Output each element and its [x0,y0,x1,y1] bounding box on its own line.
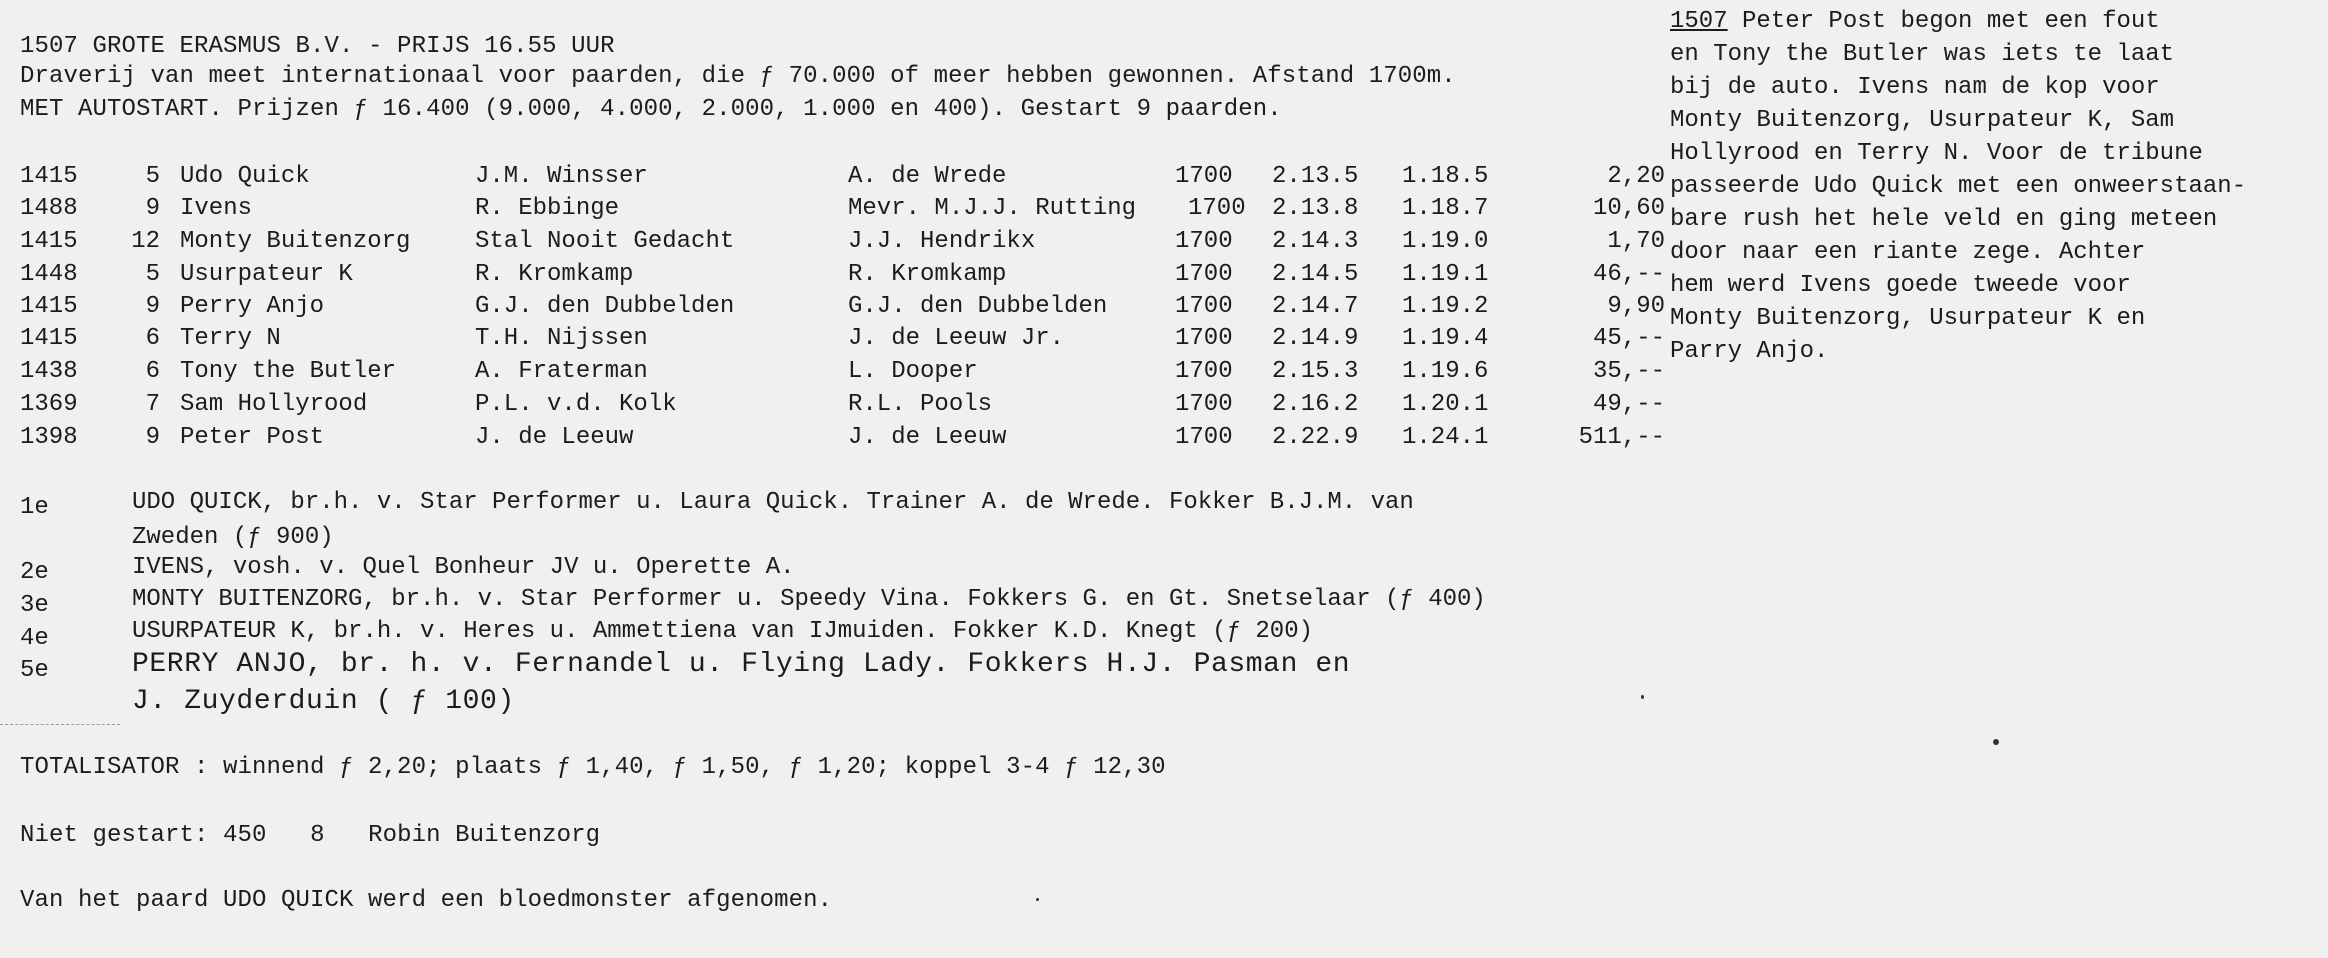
total-time: 2.14.7 [1272,293,1359,320]
owner-name: G.J. den Dubbelden [475,293,735,320]
km-time: 1.18.7 [1402,195,1489,222]
total-time: 2.13.8 [1272,195,1359,222]
placing-text: J. Zuyderduin ( ƒ 100) [132,686,515,717]
placing-text: USURPATEUR K, br.h. v. Heres u. Ammettiena van IJmuiden. Fokker K.D. Knegt (ƒ 200) [132,618,1313,645]
odds: 2,20 [1607,163,1665,190]
previous-race-number: 1398 [20,424,78,451]
driver-name: R.L. Pools [848,391,993,418]
table-row [0,225,1680,258]
table-row [0,258,1680,291]
km-time: 1.20.1 [1402,391,1489,418]
total-time: 2.16.2 [1272,391,1359,418]
distance: 1700 [1175,261,1233,288]
odds: 10,60 [1592,195,1665,222]
total-time: 2.14.5 [1272,261,1359,288]
horse-name: Tony the Butler [180,358,397,385]
distance: 1700 [1175,228,1233,255]
start-number: 6 [145,358,160,385]
start-number: 9 [145,195,160,222]
report-line: 1507 Peter Post begon met een fout [1670,8,2160,35]
table-row [0,192,1680,225]
start-number: 7 [145,391,160,418]
report-line: passeerde Udo Quick met een onweerstaan- [1670,173,2247,200]
owner-name: A. Fraterman [475,358,648,385]
horse-name: Peter Post [180,424,325,451]
placing-text: PERRY ANJO, br. h. v. Fernandel u. Flying Lady. Fokkers H.J. Pasman en [132,649,1351,680]
report-line: Monty Buitenzorg, Usurpateur K en [1670,305,2146,332]
not-started-number: 450 [223,822,267,849]
driver-name: A. de Wrede [848,163,1007,190]
owner-name: Stal Nooit Gedacht [475,228,735,255]
odds: 46,-- [1592,261,1665,288]
driver-name: L. Dooper [848,358,978,385]
total-time: 2.22.9 [1272,424,1359,451]
total-time: 2.13.5 [1272,163,1359,190]
previous-race-number: 1415 [20,228,78,255]
odds: 45,-- [1592,325,1665,352]
placing-text: MONTY BUITENZORG, br.h. v. Star Performer u. Speedy Vina. Fokkers G. en Gt. Snetselaar (ƒ 400) [132,586,1486,613]
distance: 1700 [1175,163,1233,190]
table-row [0,355,1680,388]
owner-name: R. Kromkamp [475,261,634,288]
placing-label: 3e [20,592,49,619]
placing-text: Zweden (ƒ 900) [132,524,334,551]
km-time: 1.18.5 [1402,163,1489,190]
report-line: bare rush het hele veld en ging meteen [1670,206,2218,233]
driver-name: J.J. Hendrikx [848,228,1036,255]
table-row [0,290,1680,323]
table-row [0,388,1680,421]
start-number: 5 [145,163,160,190]
distance: 1700 [1175,391,1233,418]
table-row [0,160,1680,193]
km-time: 1.24.1 [1402,424,1489,451]
report-line: hem werd Ivens goede tweede voor [1670,272,2131,299]
divider [0,724,120,725]
distance: 1700 [1175,293,1233,320]
start-number: 9 [145,424,160,451]
driver-name: G.J. den Dubbelden [848,293,1108,320]
not-started-label: Niet gestart: [20,822,209,849]
previous-race-number: 1415 [20,293,78,320]
start-number: 9 [145,293,160,320]
horse-name: Perry Anjo [180,293,325,320]
report-line: bij de auto. Ivens nam de kop voor [1670,74,2160,101]
driver-name: R. Kromkamp [848,261,1007,288]
previous-race-number: 1448 [20,261,78,288]
previous-race-number: 1415 [20,325,78,352]
race-heading: 1507 GROTE ERASMUS B.V. - PRIJS 16.55 UUR [20,33,615,60]
km-time: 1.19.4 [1402,325,1489,352]
report-line: door naar een riante zege. Achter [1670,239,2146,266]
table-row [0,322,1680,355]
total-time: 2.14.3 [1272,228,1359,255]
scan-speck [1641,695,1644,699]
horse-name: Sam Hollyrood [180,391,368,418]
odds: 49,-- [1592,391,1665,418]
report-line: Parry Anjo. [1670,338,1829,365]
owner-name: T.H. Nijssen [475,325,648,352]
placing-label: 4e [20,625,49,652]
owner-name: J. de Leeuw [475,424,634,451]
horse-name: Monty Buitenzorg [180,228,411,255]
placing-label: 5e [20,657,49,684]
report-line: Monty Buitenzorg, Usurpateur K, Sam [1670,107,2175,134]
owner-name: J.M. Winsser [475,163,648,190]
race-description-line-1: Draverij van meet internationaal voor paarden, die ƒ 70.000 of meer hebben gewonnen. Afstand 1700m. [20,63,1456,90]
placing-text: UDO QUICK, br.h. v. Star Performer u. Laura Quick. Trainer A. de Wrede. Fokker B.J.M. van [132,489,1414,516]
previous-race-number: 1438 [20,358,78,385]
odds: 9,90 [1607,293,1665,320]
distance: 1700 [1175,424,1233,451]
driver-name: J. de Leeuw Jr. [848,325,1065,352]
report-line: en Tony the Butler was iets te laat [1670,41,2175,68]
horse-name: Udo Quick [180,163,310,190]
distance: 1700 [1188,195,1246,222]
race-description-line-2: MET AUTOSTART. Prijzen ƒ 16.400 (9.000, 4.000, 2.000, 1.000 en 400). Gestart 9 paarden. [20,96,1282,123]
scan-speck [1036,898,1039,901]
odds: 511,-- [1578,424,1665,451]
not-started-line [20,820,600,852]
total-time: 2.14.9 [1272,325,1359,352]
owner-name: R. Ebbinge [475,195,620,222]
distance: 1700 [1175,325,1233,352]
start-number: 6 [145,325,160,352]
totalisator-line: TOTALISATOR : winnend ƒ 2,20; plaats ƒ 1,40, ƒ 1,50, ƒ 1,20; koppel 3-4 ƒ 12,30 [20,754,1166,781]
km-time: 1.19.0 [1402,228,1489,255]
previous-race-number: 1415 [20,163,78,190]
placing-label: 1e [20,494,49,521]
owner-name: P.L. v.d. Kolk [475,391,677,418]
odds: 35,-- [1592,358,1665,385]
horse-name: Terry N [180,325,281,352]
odds: 1,70 [1607,228,1665,255]
scan-speck [1993,739,1999,745]
start-number: 12 [131,228,160,255]
placing-label: 2e [20,559,49,586]
not-started-start-number: 8 [310,822,325,849]
horse-name: Ivens [180,195,253,222]
report-race-number: 1507 [1670,8,1728,35]
start-number: 5 [145,261,160,288]
placing-text: IVENS, vosh. v. Quel Bonheur JV u. Operette A. [132,554,795,581]
previous-race-number: 1369 [20,391,78,418]
previous-race-number: 1488 [20,195,78,222]
report-line: Hollyrood en Terry N. Voor de tribune [1670,140,2203,167]
driver-name: Mevr. M.J.J. Rutting [848,195,1137,222]
horse-name: Usurpateur K [180,261,353,288]
km-time: 1.19.1 [1402,261,1489,288]
driver-name: J. de Leeuw [848,424,1007,451]
blood-sample-note: Van het paard UDO QUICK werd een bloedmonster afgenomen. [20,887,833,914]
not-started-horse: Robin Buitenzorg [368,822,601,849]
km-time: 1.19.6 [1402,358,1489,385]
distance: 1700 [1175,358,1233,385]
total-time: 2.15.3 [1272,358,1359,385]
table-row [0,421,1680,454]
km-time: 1.19.2 [1402,293,1489,320]
